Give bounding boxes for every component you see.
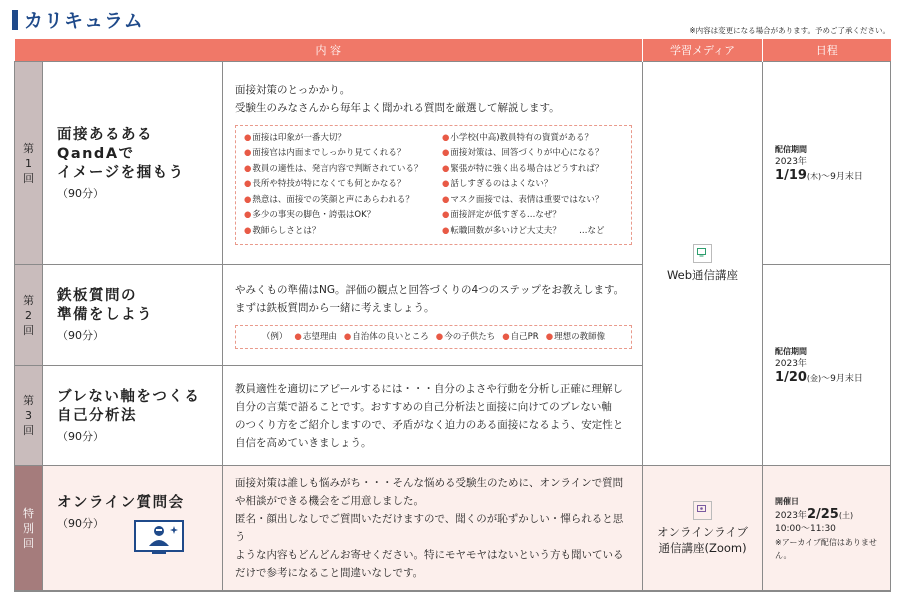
session-number: 第 1 回 (15, 62, 43, 265)
question-item: ●転職回数が多いけど大丈夫？ …など (442, 225, 605, 236)
example-item: ●今の子供たち (435, 332, 496, 342)
media-web: Web通信講座 (643, 62, 763, 466)
header-schedule: 日程 (763, 39, 891, 62)
bullet-icon: ● (442, 194, 450, 205)
example-item: ●志望理由 (294, 332, 337, 342)
session-topic: オンライン質問会 （90分） (43, 466, 223, 592)
bullet-icon: ● (442, 225, 450, 236)
example-item: ●自治体の良いところ (343, 332, 429, 342)
session-topic: 面接あるある QandAで イメージを掴もう （90分） (43, 62, 223, 265)
table-row (15, 62, 891, 265)
live-course-icon (693, 501, 712, 520)
etc-text: …など (578, 225, 605, 236)
question-box (235, 125, 632, 246)
bullet-icon: ● (502, 332, 510, 342)
session-topic: ブレない軸をつくる 自己分析法 （90分） (43, 366, 223, 466)
question-item: ●面接は印象が一番大切？ (244, 132, 346, 143)
bullet-icon: ● (244, 179, 252, 190)
session-number: 特 別 回 (15, 466, 43, 592)
question-item: ●緊張が特に強く出る場合はどうすれば？ (442, 163, 604, 174)
bullet-icon: ● (343, 332, 352, 342)
online-meeting-icon (134, 520, 184, 556)
session-content: やみくもの準備はNG。評価の観点と回答づくりの4つのステップをお教えします。 まずは鉄板質問から一緒に考えましょう。 （例） ●志望理由 ●自治体の良いところ ●今の子供たち ●自己PR ●理想の教師像 (223, 265, 643, 366)
header-content: 内 容 (15, 39, 643, 62)
schedule-1: 配信期間 2023年 1/19(木)～9月末日 (763, 62, 891, 265)
bullet-icon: ● (442, 163, 450, 174)
session-content: 面接対策のとっかかり。 受験生のみなさんから毎年よく聞かれる質問を厳選して解説します。 ●面接は印象が一番大切？ ●小学校(中高)教員特有の資質がある？ ●面接官は内面までしっかり見てくれる？ ●面接対策は、回答づくりが中心になる？ ●教員の適性は、発言内容で判断されている？ ●緊張が特に強く出る場合はどうすれば？ ●長所や特技が特になくても何とかなる？ ●話しすぎるのはよくない？ ●熱意は、面接での笑顔と声にあらわれる？ ●マスク面接では、表情は重要ではない？ ●多少の事実の脚色・誇張はOK？ ●面接評定が低すぎる…なぜ？ ●教師らしさとは？ ●転職回数が多いけど大丈夫？ …など (223, 62, 643, 265)
curriculum-table (14, 39, 891, 592)
question-item: ●話しすぎるのはよくない？ (442, 179, 553, 190)
question-item: ●面接対策は、回答づくりが中心になる？ (442, 148, 604, 159)
question-item: ●教師らしさとは？ (244, 225, 321, 236)
example-box: （例） ●志望理由 ●自治体の良いところ ●今の子供たち ●自己PR ●理想の教師像 (235, 325, 632, 349)
question-item: ●面接評定が低すぎる…なぜ？ (442, 210, 561, 221)
bullet-icon: ● (244, 210, 252, 221)
session-number: 第 3 回 (15, 366, 43, 466)
bullet-icon: ● (442, 210, 450, 221)
example-item: ●理想の教師像 (545, 332, 606, 342)
bullet-icon: ● (442, 132, 450, 143)
bullet-icon: ● (244, 225, 252, 236)
question-item: ●熱意は、面接での笑顔と声にあらわれる？ (244, 194, 414, 205)
question-item: ●面接官は内面までしっかり見てくれる？ (244, 148, 406, 159)
question-item: ●多少の事実の脚色・誇張はOK？ (244, 210, 376, 221)
question-item: ●マスク面接では、表情は重要ではない？ (442, 194, 604, 205)
session-content: 教員適性を適切にアピールするには・・・自分のよさや行動を分析し正確に理解し 自分の言葉で語ることです。おすすめの自己分析法と面接に向けてのブレない軸 のつくり方をご紹介しますので、矛盾がなく迫力のある面接になるよう、安定性と 自信を高めていきましょう。 (223, 366, 643, 466)
session-number: 第 2 回 (15, 265, 43, 366)
bullet-icon: ● (545, 332, 554, 342)
schedule-3: 開催日 2023年2/25(土) 10:00～11:30 ※アーカイブ配信はありません。 (763, 466, 891, 592)
bullet-icon: ● (442, 179, 450, 190)
page-title (12, 6, 144, 33)
bullet-icon: ● (294, 332, 302, 342)
bullet-icon: ● (442, 148, 450, 159)
example-item: ●自己PR (502, 332, 539, 342)
web-course-icon (693, 244, 712, 263)
question-item: ●小学校(中高)教員特有の資質がある？ (442, 132, 594, 143)
title-text: カリキュラム (24, 10, 144, 32)
bullet-icon: ● (435, 332, 444, 342)
bullet-icon: ● (244, 163, 252, 174)
bullet-icon: ● (244, 194, 252, 205)
question-item: ●教員の適性は、発言内容で判断されている？ (244, 163, 423, 174)
bullet-icon: ● (244, 148, 252, 159)
session-content: 面接対策は誰しも悩みがち・・・そんな悩める受験生のために、オンラインで質問 や相談ができる機会をご用意しました。 匿名・顔出しなしでご質問いただけますので、聞くのが恥ずかしい・憚られると思う ような内容もどんどんお寄せください。特にモヤモヤはないという方も聞いている だけで参考になること間違いなしです。 (223, 466, 643, 592)
session-topic: 鉄板質問の 準備をしよう （90分） (43, 265, 223, 366)
bullet-icon: ● (244, 132, 252, 143)
question-item: ●長所や特技が特になくても何とかなる？ (244, 179, 406, 190)
change-note: ※内容は変更になる場合があります。予めご了承ください。 (689, 26, 890, 35)
title-bar (12, 10, 18, 30)
media-live: オンラインライブ 通信講座(Zoom) (643, 466, 763, 592)
header-media: 学習メディア (643, 39, 763, 62)
schedule-2: 配信期間 2023年 1/20(金)～9月末日 (763, 265, 891, 466)
